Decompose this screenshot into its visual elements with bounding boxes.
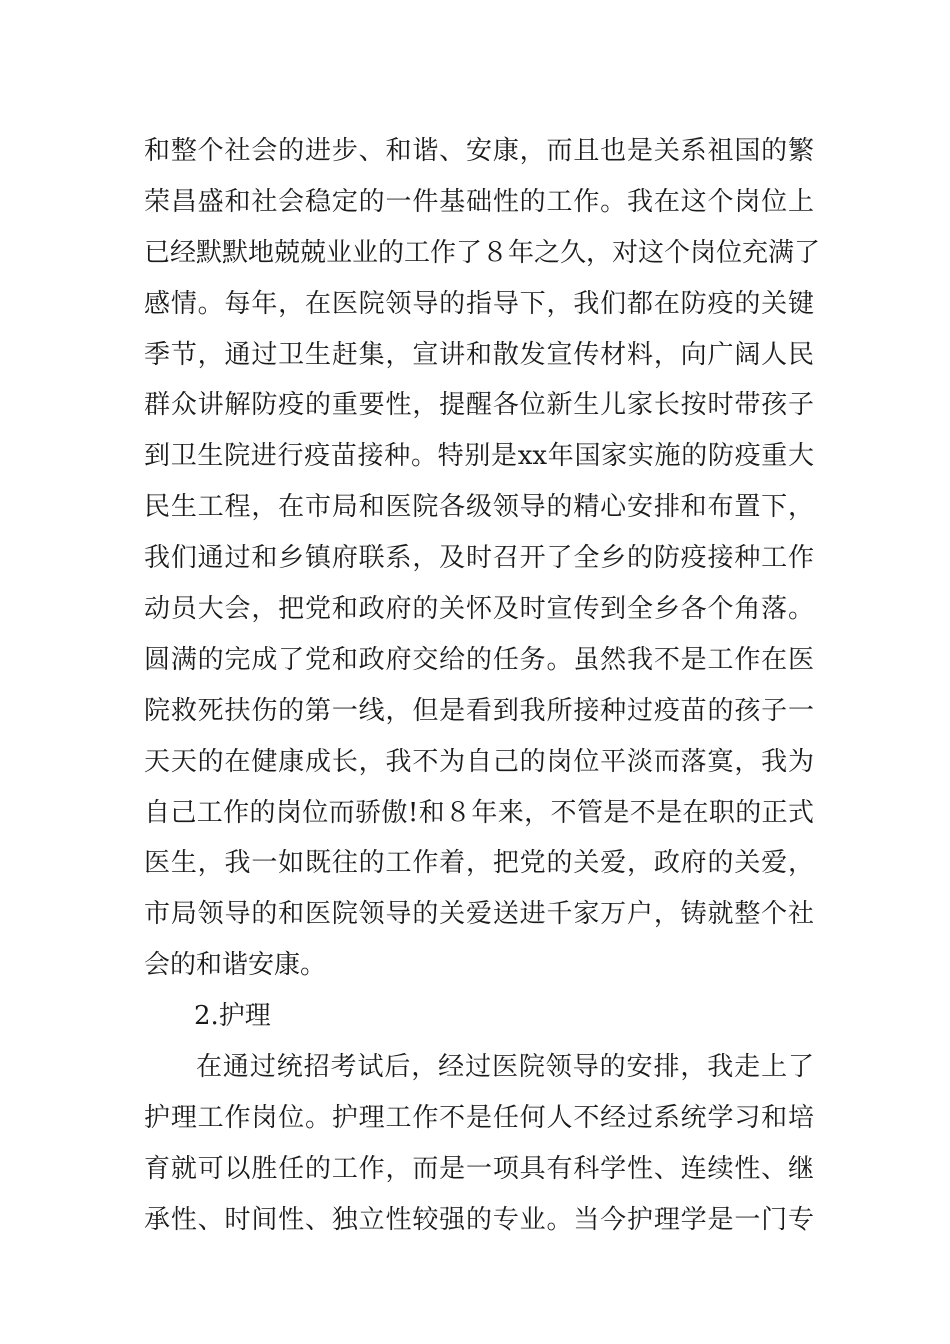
paragraph-line: 和整个社会的进步、和谐、安康，而且也是关系祖国的繁 (144, 136, 814, 166)
paragraph-line: 承性、时间性、独立性较强的专业。当今护理学是一门专 (144, 1204, 814, 1235)
paragraph-line: 到卫生院进行疫苗接种。特别是xx年国家实施的防疫重大 (144, 441, 814, 472)
paragraph-line: 育就可以胜任的工作，而是一项具有科学性、连续性、继 (144, 1153, 814, 1184)
paragraph-line: 天天的在健康成长，我不为自己的岗位平淡而落寞，我为 (144, 746, 814, 777)
body-text (144, 126, 821, 1246)
paragraph-line: 市局领导的和医院领导的关爱送进千家万户，铸就整个社 (144, 899, 814, 930)
section-heading: 2.护理 (194, 1001, 271, 1032)
paragraph-line: 护理工作岗位。护理工作不是任何人不经过系统学习和培 (144, 1102, 814, 1133)
paragraph-line: 院救死扶伤的第一线，但是看到我所接种过疫苗的孩子一 (144, 695, 814, 726)
paragraph-line: 自己工作的岗位而骄傲!和８年来，不管是不是在职的正式 (144, 797, 814, 828)
paragraph-line: 动员大会，把党和政府的关怀及时宣传到全乡各个角落。 (144, 594, 814, 625)
paragraph-line: 医生，我一如既往的工作着，把党的关爱，政府的关爱， (144, 848, 814, 879)
paragraph-line: 在通过统招考试后，经过医院领导的安排，我走上了 (196, 1052, 814, 1083)
paragraph-line: 民生工程，在市局和医院各级领导的精心安排和布置下， (144, 492, 814, 523)
paragraph-line: 群众讲解防疫的重要性，提醒各位新生儿家长按时带孩子 (144, 390, 814, 421)
paragraph-line: 我们通过和乡镇府联系，及时召开了全乡的防疫接种工作 (144, 543, 814, 574)
paragraph-line: 圆满的完成了党和政府交给的任务。虽然我不是工作在医 (144, 644, 814, 675)
paragraph-line: 会的和谐安康。 (144, 950, 327, 981)
paragraph-line: 已经默默地兢兢业业的工作了８年之久，对这个岗位充满了 (144, 237, 821, 268)
paragraph-line: 荣昌盛和社会稳定的一件基础性的工作。我在这个岗位上 (144, 186, 814, 217)
paragraph-line: 感情。每年，在医院领导的指导下，我们都在防疫的关键 (144, 288, 814, 319)
paragraph-line: 季节，通过卫生赶集，宣讲和散发宣传材料，向广阔人民 (144, 339, 814, 370)
